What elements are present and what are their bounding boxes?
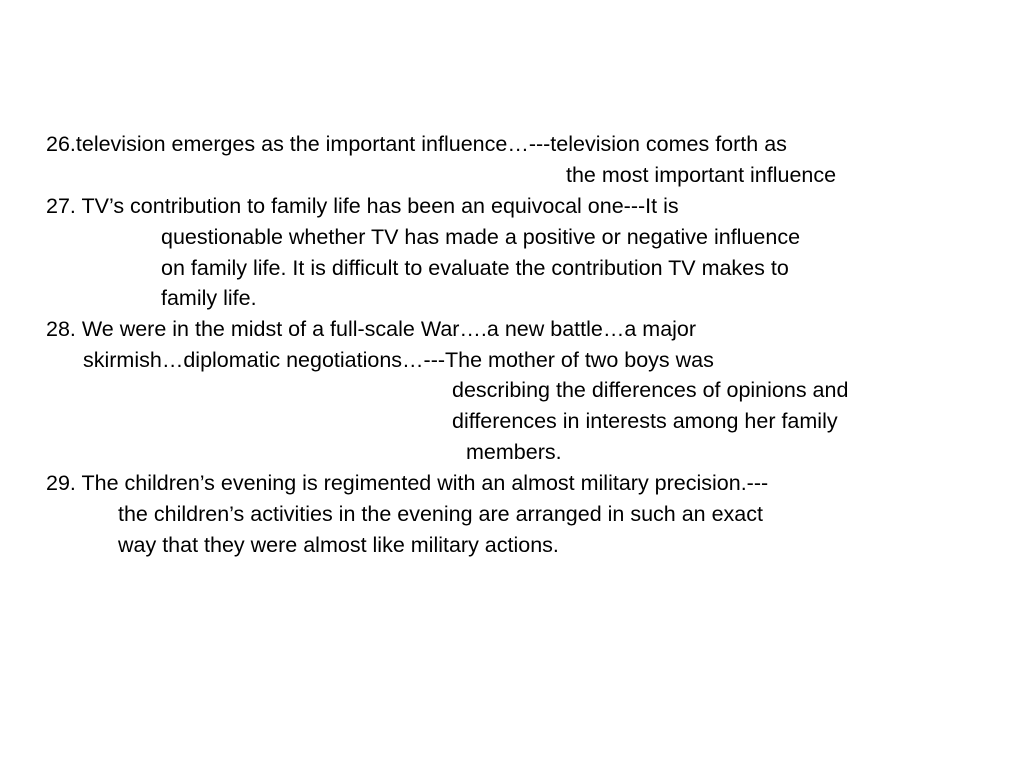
item-28-line-2: skirmish…diplomatic negotiations…---The mother of two boys was (83, 348, 714, 372)
item-28-line-4: differences in interests among her family (452, 409, 838, 433)
item-28-line-3: describing the differences of opinions and (452, 378, 849, 402)
item-29-line-2: the children’s activities in the evening are arranged in such an exact (118, 502, 763, 526)
item-26-line-2: the most important influence (566, 163, 837, 187)
item-27-line-2: questionable whether TV has made a positive or negative influence (161, 225, 801, 249)
item-27-line-4: family life. (161, 286, 257, 310)
item-29-line-1: 29. The children’s evening is regimented with an almost military precision.--- (46, 471, 769, 495)
item-28-line-1: 28. We were in the midst of a full-scale War….a new battle…a major (46, 317, 697, 341)
item-28-line-5: members. (466, 440, 562, 464)
item-29-line-3: way that they were almost like military actions. (118, 533, 559, 557)
item-26-line-1: 26.television emerges as the important influence…---television comes forth as (46, 132, 787, 156)
item-27-line-3: on family life. It is difficult to evaluate the contribution TV makes to (161, 256, 789, 280)
item-27-line-1: 27. TV’s contribution to family life has been an equivocal one---It is (46, 194, 679, 218)
